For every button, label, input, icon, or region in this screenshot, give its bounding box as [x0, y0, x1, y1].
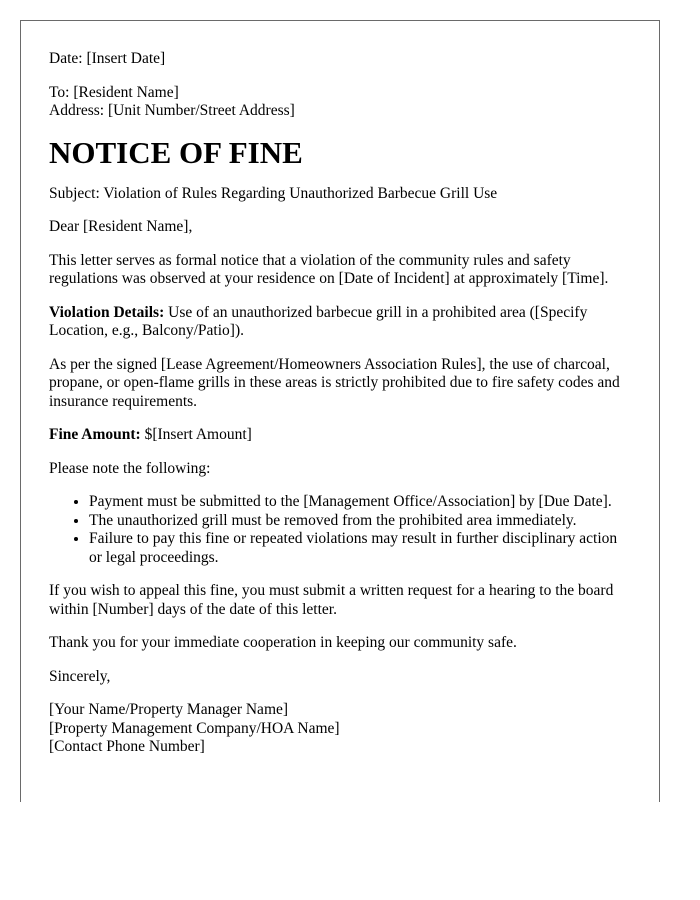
- list-item: • Failure to pay this fine or repeated violations may result in further disciplinary action or legal proceedings.: [89, 530, 631, 567]
- list-item: • Payment must be submitted to the [Management Office/Association] by [Due Date].: [89, 493, 631, 512]
- violation-details-text: Use of an unauthorized barbecue grill in a prohibited area ([Specify Location, e.g., Balcony/Patio]).: [49, 303, 588, 339]
- note-intro: Please note the following:: [49, 459, 211, 477]
- thanks-paragraph: Thank you for your immediate cooperation in keeping our community safe.: [49, 634, 517, 651]
- to-line: To: [Resident Name]: [49, 83, 179, 101]
- intro-paragraph: This letter serves as formal notice that a violation of the community rules and safety regulations was observed at your residence on [Date of Incident] at approximately [Time].: [49, 251, 609, 287]
- recipient-block: [49, 84, 631, 121]
- violation-details-label: Violation Details:: [49, 303, 165, 321]
- signature-name: [Your Name/Property Manager Name]: [49, 701, 289, 718]
- subject-line: Subject: Violation of Rules Regarding Unauthorized Barbecue Grill Use: [49, 184, 498, 202]
- fine-amount-paragraph: [49, 426, 631, 445]
- closing: Sincerely,: [49, 667, 111, 685]
- signature-company: [Property Management Company/HOA Name]: [49, 719, 340, 737]
- letter-page: [20, 20, 660, 802]
- salutation: Dear [Resident Name],: [49, 218, 193, 235]
- date-line: Date: [Insert Date]: [49, 50, 166, 67]
- policy-paragraph: As per the signed [Lease Agreement/Homeowners Association Rules], the use of charcoal, propane, or open-flame grills in these areas is strictly prohibited due to fire safety codes and insurance requirements.: [49, 355, 620, 410]
- appeal-paragraph: If you wish to appeal this fine, you must submit a written request for a hearing to the board within [Number] days of the date of this letter.: [49, 582, 614, 618]
- fine-amount-value: $[Insert Amount]: [140, 426, 252, 443]
- requirements-list: [49, 493, 631, 567]
- letter-title: NOTICE OF FINE: [49, 134, 303, 170]
- list-item: • The unauthorized grill must be removed from the prohibited area immediately.: [89, 512, 631, 531]
- fine-amount-label: Fine Amount:: [49, 426, 141, 443]
- address-line: Address: [Unit Number/Street Address]: [49, 102, 295, 119]
- signature-block: [49, 701, 631, 757]
- violation-details-paragraph: [49, 304, 631, 341]
- signature-phone: [Contact Phone Number]: [49, 738, 205, 755]
